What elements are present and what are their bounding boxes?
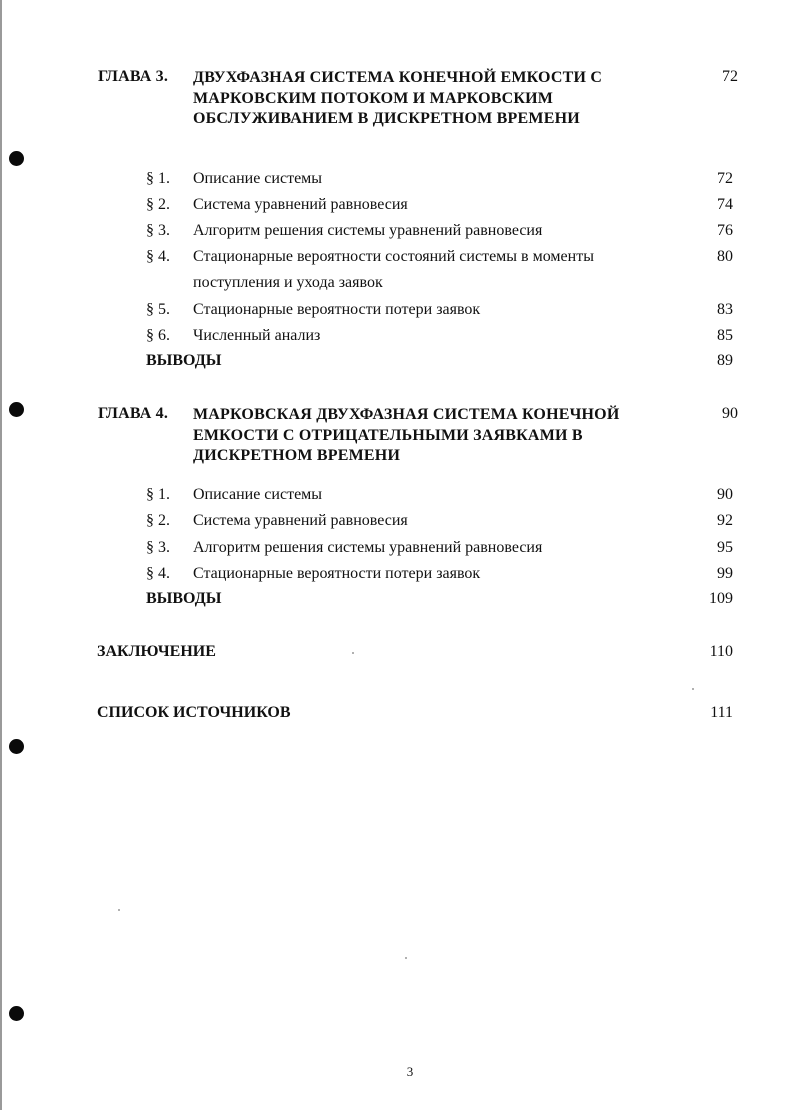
section-title: Описание системы <box>193 486 323 503</box>
scan-speck <box>692 688 694 690</box>
section-number: § 1. <box>146 170 170 187</box>
section-page-number: 90 <box>717 486 733 503</box>
scan-speck <box>118 909 120 911</box>
section-page-number: 72 <box>717 170 733 187</box>
section-number: § 2. <box>146 512 170 529</box>
references-page-number: 111 <box>710 704 733 721</box>
chapter-page-number: 90 <box>722 405 738 422</box>
punch-hole <box>9 151 24 166</box>
section-page-number: 92 <box>717 512 733 529</box>
section-number: § 6. <box>146 327 170 344</box>
section-page-number: 95 <box>717 539 733 556</box>
section-number: § 4. <box>146 565 170 582</box>
section-title: Численный анализ <box>193 327 321 344</box>
section-number: § 3. <box>146 539 170 556</box>
scan-edge <box>0 0 2 1110</box>
punch-hole <box>9 402 24 417</box>
section-number: § 1. <box>146 486 170 503</box>
section-number: § 4. <box>146 248 170 265</box>
section-number: § 2. <box>146 196 170 213</box>
summary-page-number: 109 <box>709 590 733 607</box>
section-title: Система уравнений равновесия <box>193 512 408 529</box>
chapter-label: ГЛАВА 3. <box>98 68 169 85</box>
section-page-number: 83 <box>717 301 733 318</box>
conclusion-page-number: 110 <box>709 643 733 660</box>
section-number: § 5. <box>146 301 170 318</box>
scan-speck <box>405 957 407 959</box>
section-title: Алгоритм решения системы уравнений равновесия <box>193 539 543 556</box>
conclusion-entry[interactable] <box>97 643 733 661</box>
chapter-title: ДВУХФАЗНАЯ СИСТЕМА КОНЕЧНОЙ ЕМКОСТИ С МАРКОВСКИМ ПОТОКОМ И МАРКОВСКИМ ОБСЛУЖИВАНИЕМ В ДИСКРЕТНОМ ВРЕМЕНИ <box>193 69 603 127</box>
chapter-summary[interactable] <box>146 590 733 608</box>
section-page-number: 99 <box>717 565 733 582</box>
section-title: Описание системы <box>193 170 323 187</box>
section-title: Стационарные вероятности потери заявок <box>193 301 481 318</box>
section-title: Алгоритм решения системы уравнений равновесия <box>193 222 543 239</box>
summary-title: ВЫВОДЫ <box>146 352 222 369</box>
chapter-label: ГЛАВА 4. <box>98 405 169 422</box>
section-page-number: 80 <box>717 248 733 265</box>
punch-hole <box>9 1006 24 1021</box>
references-title: СПИСОК ИСТОЧНИКОВ <box>97 704 291 721</box>
summary-page-number: 89 <box>717 352 733 369</box>
references-entry[interactable] <box>97 704 733 722</box>
chapter-title: МАРКОВСКАЯ ДВУХФАЗНАЯ СИСТЕМА КОНЕЧНОЙ ЕМКОСТИ С ОТРИЦАТЕЛЬНЫМИ ЗАЯВКАМИ В ДИСКРЕТНОМ ВРЕМЕНИ <box>193 406 620 464</box>
section-title: Система уравнений равновесия <box>193 196 408 213</box>
section-page-number: 85 <box>717 327 733 344</box>
chapter-summary[interactable] <box>146 352 733 370</box>
section-title: Стационарные вероятности состояний системы в моменты поступления и ухода заявок <box>193 248 594 291</box>
section-number: § 3. <box>146 222 170 239</box>
chapter-page-number: 72 <box>722 68 738 85</box>
section-title: Стационарные вероятности потери заявок <box>193 565 481 582</box>
section-page-number: 74 <box>717 196 733 213</box>
punch-hole <box>9 739 24 754</box>
section-page-number: 76 <box>717 222 733 239</box>
page-number: 3 <box>406 1064 414 1079</box>
summary-title: ВЫВОДЫ <box>146 590 222 607</box>
conclusion-title: ЗАКЛЮЧЕНИЕ <box>97 643 216 660</box>
